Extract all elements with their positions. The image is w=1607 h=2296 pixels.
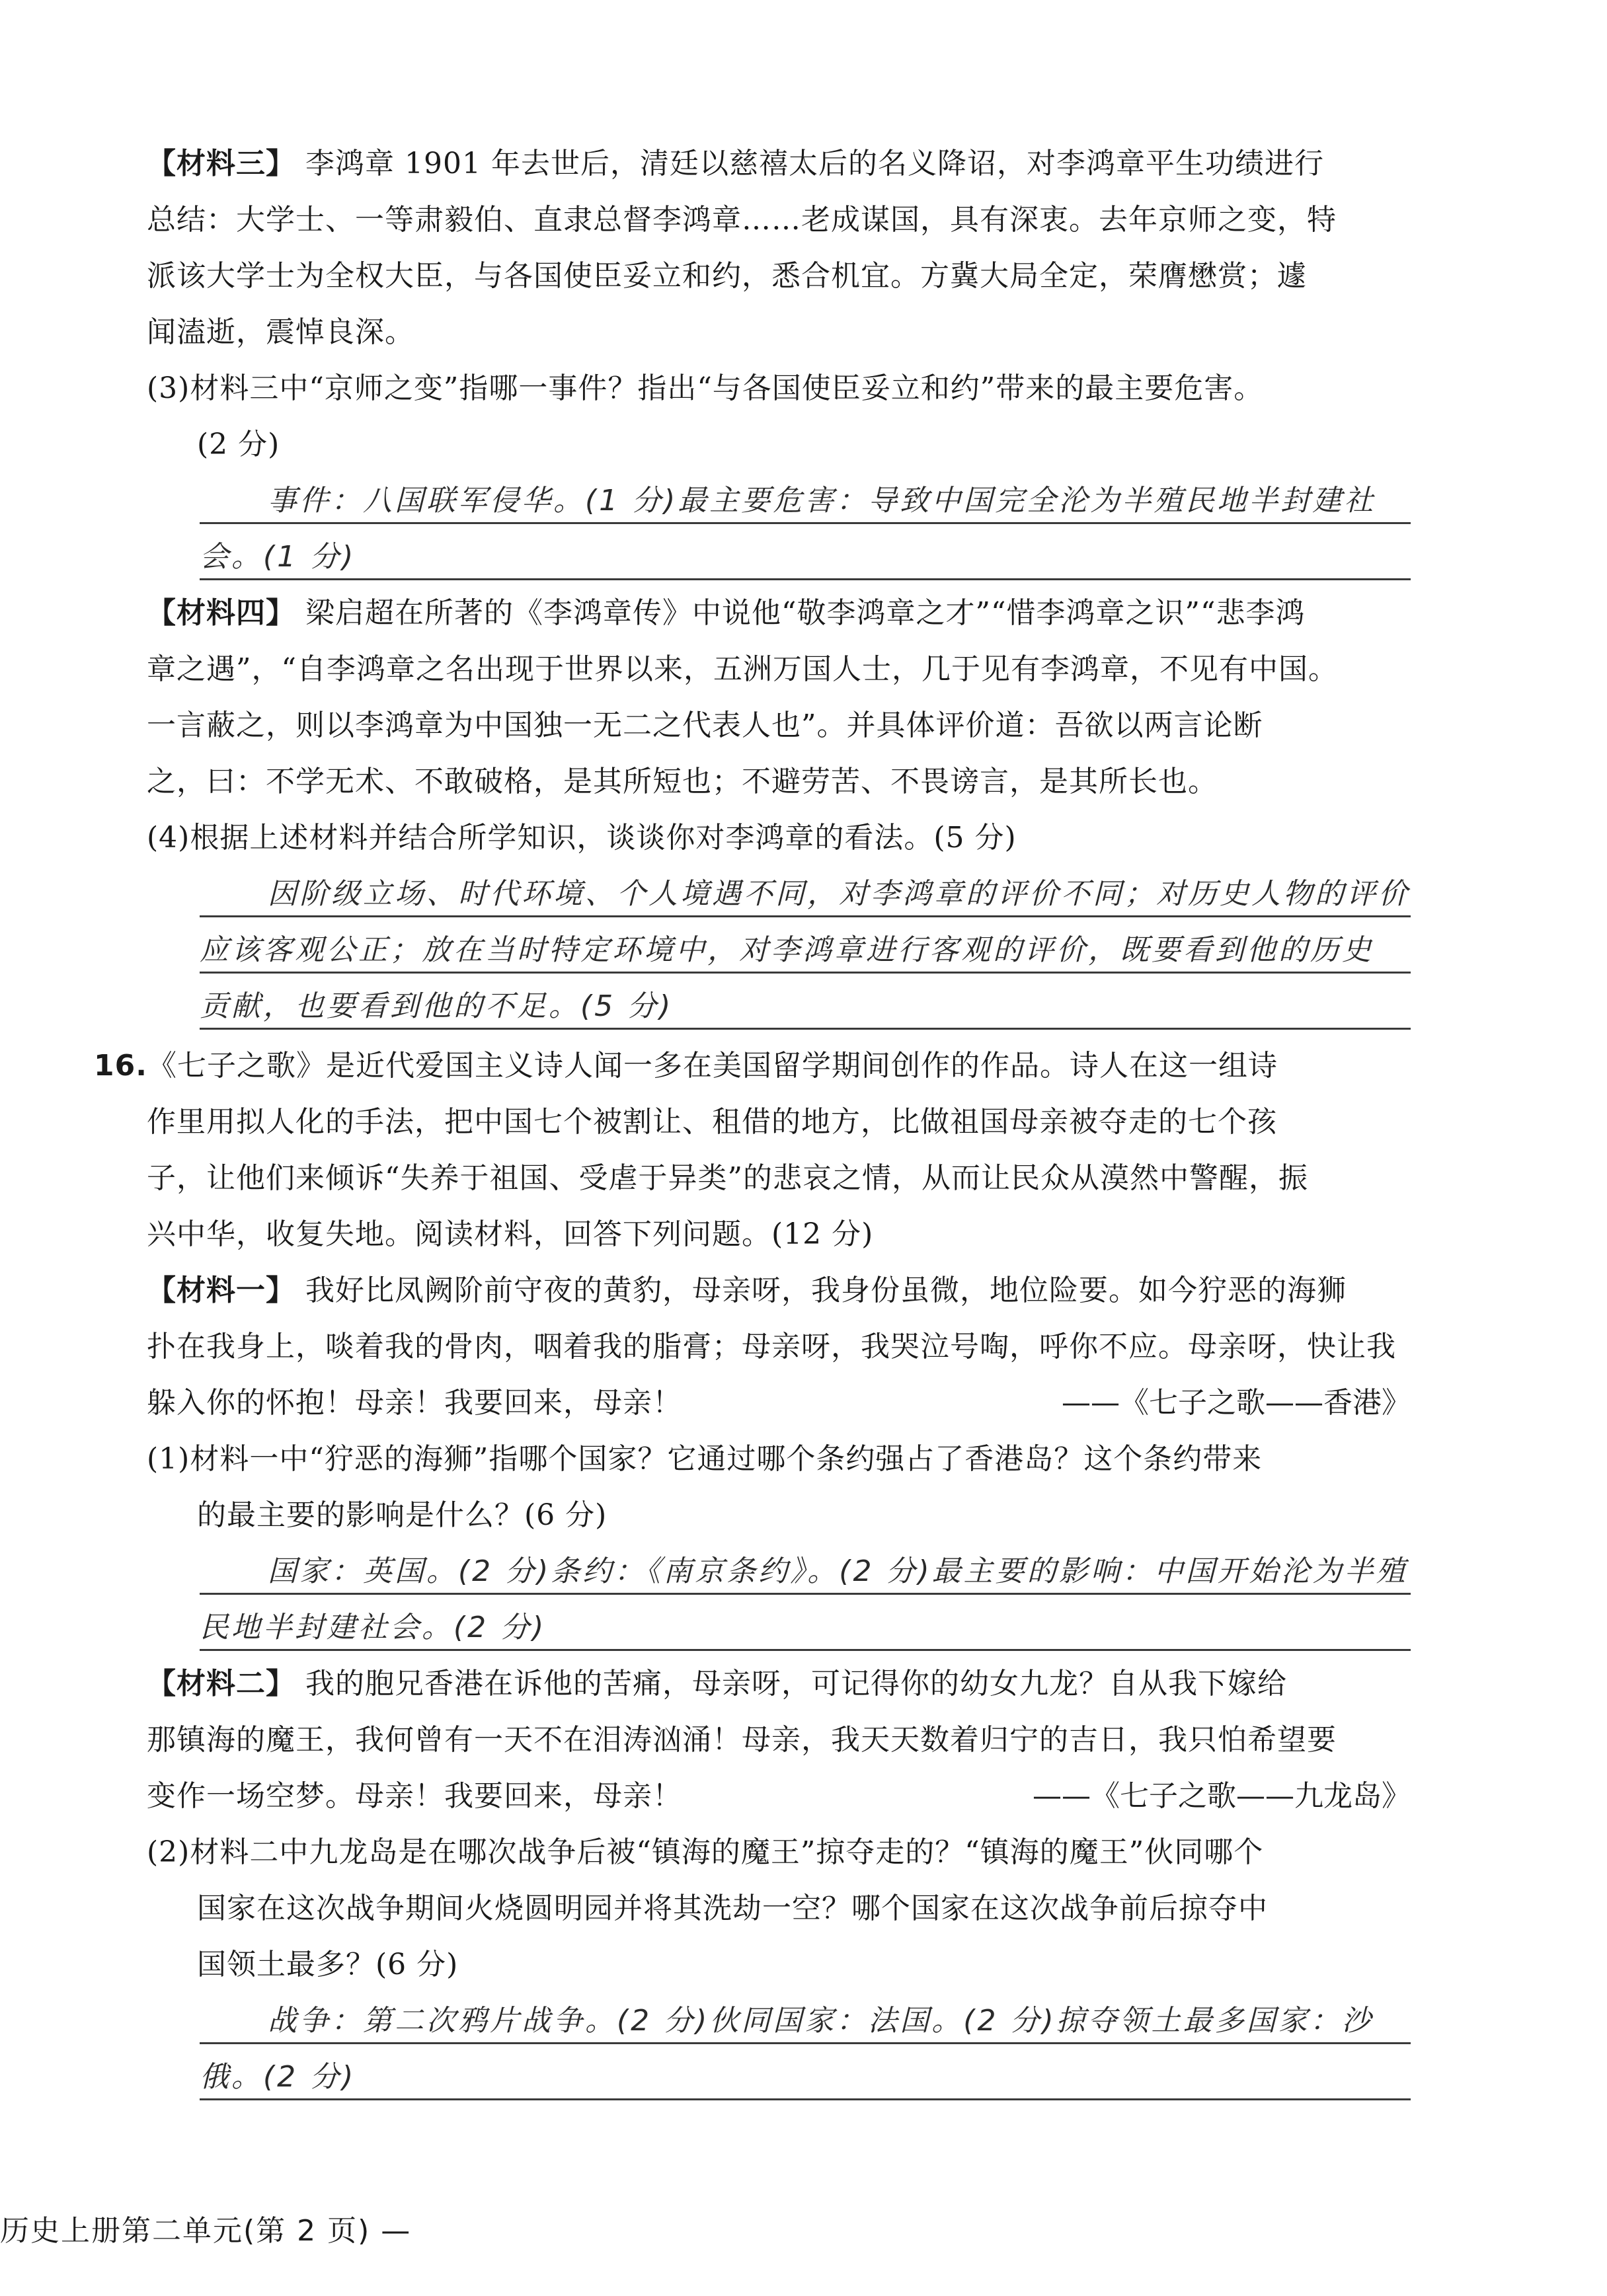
sub-answer-2-line-2: 俄。(2 分) (200, 2060, 356, 2094)
material-3-tag: 【材料三】 (147, 147, 295, 180)
question-16-number: 16. (94, 1049, 147, 1083)
material-4-line-3: 一言蔽之，则以李鸿章为中国独一无二之代表人也”。并具体评价道：吾欲以两言论断 (147, 708, 1263, 742)
source-1-citation: ——《七子之歌——香港》 (1062, 1386, 1411, 1420)
source-2-line-2: 那镇海的魔王，我何曾有一天不在泪涛汹涌！母亲，我天天数着归宁的吉日，我只怕希望要 (147, 1723, 1337, 1757)
answer-line (200, 2098, 1411, 2100)
material-4-tag: 【材料四】 (147, 596, 295, 630)
answer-4-line-2: 应该客观公正；放在当时特定环境中，对李鸿章进行客观的评价，既要看到他的历史 (200, 933, 1374, 967)
question-16-text: 《七子之歌》是近代爱国主义诗人闻一多在美国留学期间创作的作品。诗人在这一组诗 (147, 1049, 1278, 1083)
material-3-line-1 (147, 144, 1324, 184)
sub-question-1-line-1: (1)材料一中“狞恶的海狮”指哪个国家？它通过哪个条约强占了香港岛？这个条约带来 (147, 1442, 1263, 1476)
answer-3-line-2: 会。(1 分) (200, 540, 356, 574)
sub-answer-1-line-1: 国家：英国。(2 分)条约：《南京条约》。(2 分)最主要的影响：中国开始沦为半殖 (268, 1554, 1408, 1588)
sub-answer-1-line-2: 民地半封建社会。(2 分) (200, 1611, 547, 1644)
answer-line (200, 578, 1411, 580)
sub-question-2-line-2: 国家在这次战争期间火烧圆明园并将其洗劫一空？哪个国家在这次战争前后掠夺中 (197, 1892, 1268, 1925)
answer-line (200, 2042, 1411, 2044)
material-4-line-1 (147, 593, 1305, 633)
source-2-text: 我的胞兄香港在诉他的苦痛，母亲呀，可记得你的幼女九龙？自从我下嫁给 (305, 1667, 1287, 1701)
material-4-line-4: 之，曰：不学无术、不敢破格，是其所短也；不避劳苦、不畏谤言，是其所长也。 (147, 765, 1218, 798)
material-4-line-2: 章之遇”，“自李鸿章之名出现于世界以来，五洲万国人士，几于见有李鸿章，不见有中国。 (147, 652, 1338, 686)
question-3-line-2: (2 分) (197, 428, 280, 461)
source-2-line-1 (147, 1664, 1287, 1704)
source-2-citation: ——《七子之歌——九龙岛》 (1033, 1779, 1411, 1813)
answer-line (200, 972, 1411, 974)
source-1-text: 我好比凤阙阶前守夜的黄豹，母亲呀，我身份虽微，地位险要。如今狞恶的海狮 (305, 1274, 1347, 1307)
question-16-line-1 (94, 1046, 1278, 1086)
material-3-line-2: 总结：大学士、一等肃毅伯、直隶总督李鸿章……老成谋国，具有深衷。去年京师之变，特 (147, 203, 1337, 237)
material-4-text: 梁启超在所著的《李鸿章传》中说他“敬李鸿章之才”“惜李鸿章之识”“悲李鸿 (305, 596, 1306, 630)
source-1-line-1 (147, 1271, 1347, 1311)
question-16-line-3: 子，让他们来倾诉“失养于祖国、受虐于异类”的悲哀之情，从而让民众从漠然中警醒，振 (147, 1161, 1308, 1195)
answer-line (200, 915, 1411, 917)
page-footer: 历史上册第二单元(第 2 页) — (0, 2214, 412, 2248)
source-2-tag: 【材料二】 (147, 1667, 295, 1701)
sub-question-2-line-1: (2)材料二中九龙岛是在哪次战争后被“镇海的魔王”掠夺走的？“镇海的魔王”伙同哪个 (147, 1835, 1264, 1869)
source-2-line-3: 变作一场空梦。母亲！我要回来，母亲！ (147, 1779, 682, 1813)
answer-line (200, 1028, 1411, 1030)
question-16-line-4: 兴中华，收复失地。阅读材料，回答下列问题。(12 分) (147, 1217, 874, 1251)
question-3-line-1: (3)材料三中“京师之变”指哪一事件？指出“与各国使臣妥立和约”带来的最主要危害。 (147, 371, 1264, 405)
source-1-line-3: 躲入你的怀抱！母亲！我要回来，母亲！ (147, 1386, 682, 1420)
question-16-line-2: 作里用拟人化的手法，把中国七个被割让、租借的地方，比做祖国母亲被夺走的七个孩 (147, 1105, 1277, 1139)
source-1-tag: 【材料一】 (147, 1274, 295, 1307)
question-4: (4)根据上述材料并结合所学知识，谈谈你对李鸿章的看法。(5 分) (147, 821, 1017, 855)
answer-line (200, 522, 1411, 524)
material-3-line-3: 派该大学士为全权大臣，与各国使臣妥立和约，悉合机宜。方冀大局全定，荣膺懋赏；遽 (147, 259, 1307, 293)
answer-4-line-3: 贡献，也要看到他的不足。(5 分) (200, 989, 674, 1023)
material-3-line-4: 闻溘逝，震悼良深。 (147, 315, 414, 349)
answer-3-line-1: 事件：八国联军侵华。(1 分)最主要危害：导致中国完全沦为半殖民地半封建社 (268, 484, 1376, 517)
sub-question-1-line-2: 的最主要的影响是什么？(6 分) (197, 1498, 608, 1532)
material-3-text: 李鸿章 1901 年去世后，清廷以慈禧太后的名义降诏，对李鸿章平生功绩进行 (305, 147, 1324, 180)
answer-line (200, 1649, 1411, 1651)
source-1-line-2: 扑在我身上，啖着我的骨肉，咽着我的脂膏；母亲呀，我哭泣号啕，呼你不应。母亲呀，快让我 (147, 1330, 1396, 1363)
sub-question-2-line-3: 国领土最多？(6 分) (197, 1948, 459, 1981)
sub-answer-2-line-1: 战争：第二次鸦片战争。(2 分)伙同国家：法国。(2 分)掠夺领土最多国家：沙 (268, 2004, 1374, 2038)
answer-4-line-1: 因阶级立场、时代环境、个人境遇不同，对李鸿章的评价不同；对历史人物的评价 (268, 877, 1410, 911)
answer-line (200, 1593, 1411, 1595)
